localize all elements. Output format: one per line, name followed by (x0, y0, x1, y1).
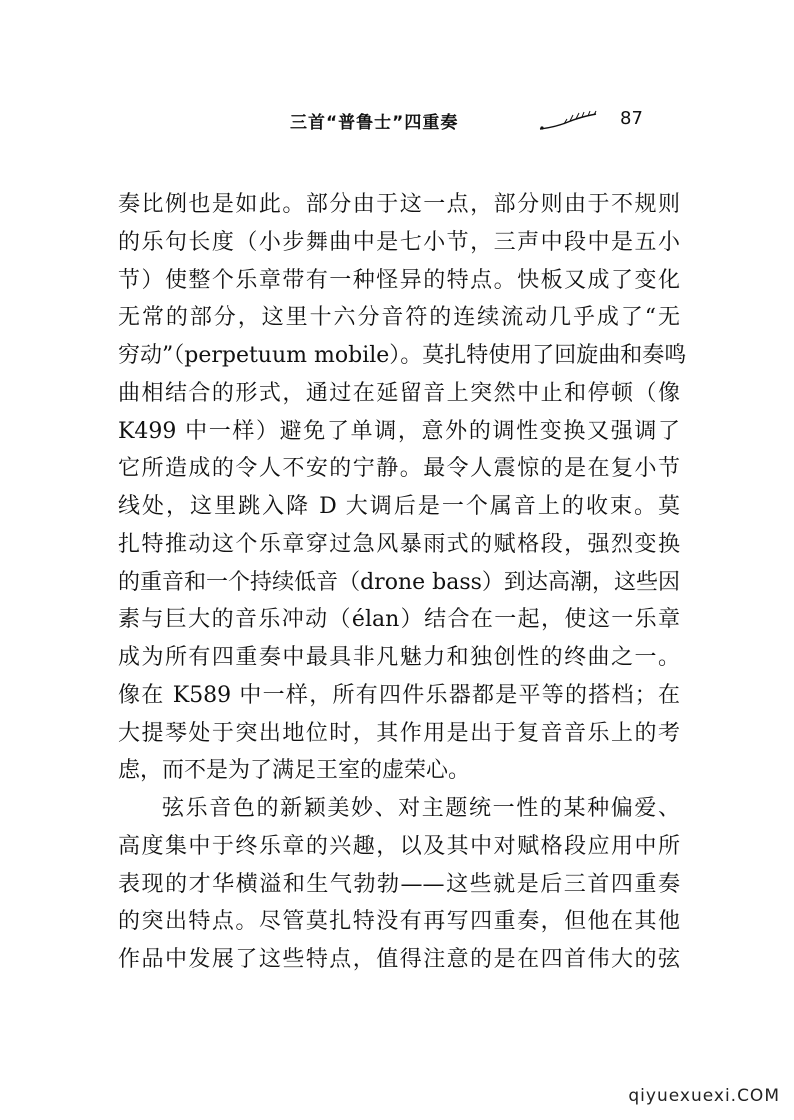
text-line: 素与巨大的音乐冲动（élan）结合在一起，使这一乐章 (118, 607, 680, 633)
text-line: 表现的才华横溢和生气勃勃——这些就是后三首四重奏 (118, 871, 680, 897)
body-text (118, 186, 687, 979)
text-line: 作品中发展了这些特点，值得注意的是在四首伟大的弦 (118, 947, 680, 972)
text-line: 的重音和一个持续低音（drone bass）到达高潮，这些因 (118, 569, 680, 595)
paragraph (118, 186, 687, 790)
text-line: 扎特推动这个乐章穿过急风暴雨式的赋格段，强烈变换 (118, 531, 680, 557)
text-line: 的突出特点。尽管莫扎特没有再写四重奏，但他在其他 (118, 909, 680, 935)
text-line: 奏比例也是如此。部分由于这一点，部分则由于不规则 (118, 192, 680, 217)
text-line: 大提琴处于突出地位时，其作用是出于复音音乐上的考 (118, 720, 680, 746)
text-line: 无常的部分，这里十六分音符的连续流动几乎成了“无 (118, 305, 680, 331)
text-line: 弦乐音色的新颖美妙、对主题统一性的某种偏爱、 (162, 796, 680, 821)
running-title: 三首“普鲁士”四重奏 (290, 113, 459, 133)
paragraph (118, 790, 680, 979)
running-header (290, 108, 660, 138)
text-line: 虑，而不是为了满足王室的虚荣心。 (118, 758, 471, 784)
text-line: 线处，这里跳入降 D 大调后是一个属音上的收束。莫 (118, 494, 680, 519)
page-number: 87 (620, 108, 643, 129)
text-line: 它所造成的令人不安的宁静。最令人震惊的是在复小节 (118, 456, 680, 482)
text-line: 穷动”（perpetuum mobile）。莫扎特使用了回旋曲和奏鸣 (118, 343, 687, 368)
text-line: 曲相结合的形式，通过在延留音上突然中止和停顿（像 (118, 380, 680, 406)
text-line: K499 中一样）避免了单调，意外的调性变换又强调了 (118, 418, 680, 444)
text-line: 的乐句长度（小步舞曲中是七小节，三声中段中是五小 (118, 229, 680, 255)
site-watermark: qiyuexuexi.COM (628, 1086, 780, 1106)
text-line: 节）使整个乐章带有一种怪异的特点。快板又成了变化 (118, 267, 680, 293)
text-line: 成为所有四重奏中最具非凡魅力和独创性的终曲之一。 (118, 645, 680, 670)
ornament-flourish-icon (538, 110, 608, 132)
text-line: 像在 K589 中一样，所有四件乐器都是平等的搭档；在 (118, 682, 680, 708)
text-line: 高度集中于终乐章的兴趣，以及其中对赋格段应用中所 (118, 833, 680, 859)
